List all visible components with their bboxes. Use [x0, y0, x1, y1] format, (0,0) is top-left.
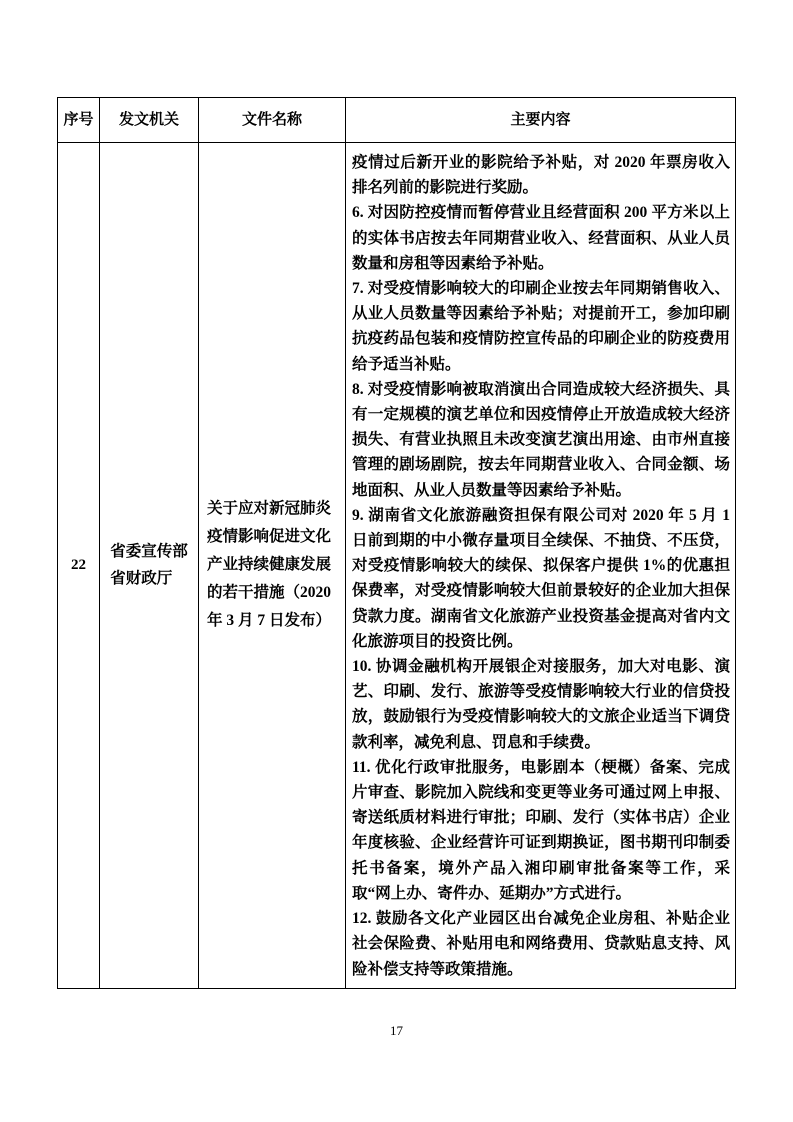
main-content-paragraphs [352, 150, 730, 982]
content-paragraph: 12. 鼓励各文化产业园区出台减免企业房租、补贴企业社会保险费、补贴用电和网络费用、贷款贴息支持、风险补偿支持等政策措施。 [352, 910, 730, 978]
content-paragraph: 疫情过后新开业的影院给予补贴，对 2020 年票房收入排名列前的影院进行奖励。 [352, 154, 730, 197]
header-main-content: 主要内容 [346, 98, 736, 143]
agency-line-1: 省委宣传部 [110, 543, 188, 561]
header-agency: 发文机关 [100, 98, 199, 143]
content-paragraph: 10. 协调金融机构开展银企对接服务，加大对电影、演艺、印刷、发行、旅游等受疫情影响较大行业的信贷投放，鼓励银行为受疫情影响较大的文旅企业适当下调贷款利率，减免利息、罚息和手续费。 [352, 658, 730, 751]
agency-lines [110, 538, 188, 592]
header-document-name: 文件名称 [199, 98, 346, 143]
row-agency-cell [100, 143, 199, 989]
page-number: 17 [390, 1023, 403, 1038]
content-paragraph: 8. 对受疫情影响被取消演出合同造成较大经济损失、具有一定规模的演艺单位和因疫情停止开放造成较大经济损失、有营业执照且未改变演艺演出用途、由市州直接管理的剧场剧院，按去年同期营业收入、合同金额、场地面积、从业人员数量等因素给予补贴。 [352, 380, 730, 499]
row-document-name-cell [199, 143, 346, 989]
table-row [58, 143, 736, 989]
policy-measures-table [57, 97, 736, 989]
document-name-text: 关于应对新冠肺炎疫情影响促进文化产业持续健康发展的若干措施（2020 年 3 月 7 日发布） [207, 500, 332, 630]
content-paragraph: 9. 湖南省文化旅游融资担保有限公司对 2020 年 5 月 1 日前到期的中小微存量项目全续保、不抽贷、不压贷，对受疫情影响较大的续保、拟保客户提供 1%的优惠担保费率，对受疫情影响较大但前景较好的企业加大担保贷款力度。湖南省文化旅游产业投资基金提高对省内文化旅游项目的投资比例。 [352, 506, 730, 650]
content-paragraph: 7. 对受疫情影响较大的印刷企业按去年同期销售收入、从业人员数量等因素给予补贴；对提前开工，参加印刷抗疫药品包装和疫情防控宣传品的印刷企业的防疫费用给予适当补贴。 [352, 280, 730, 373]
content-paragraph: 11. 优化行政审批服务，电影剧本（梗概）备案、完成片审查、影院加入院线和变更等业务可通过网上申报、寄送纸质材料进行审批；印刷、发行（实体书店）企业年度核验、企业经营许可证到期换证，图书期刊印制委托书备案，境外产品入湘印刷审批备案等工作，采取“网上办、寄件办、延期办”方式进行。 [352, 758, 730, 902]
row-index-cell: 22 [58, 143, 100, 989]
table-header-row [58, 98, 736, 143]
header-index: 序号 [58, 98, 100, 143]
agency-line-2: 省财政厅 [110, 570, 173, 588]
content-paragraph: 6. 对因防控疫情而暂停营业且经营面积 200 平方米以上的实体书店按去年同期营业收入、经营面积、从业人员数量和房租等因素给予补贴。 [352, 204, 730, 272]
row-main-content-cell [346, 143, 736, 989]
